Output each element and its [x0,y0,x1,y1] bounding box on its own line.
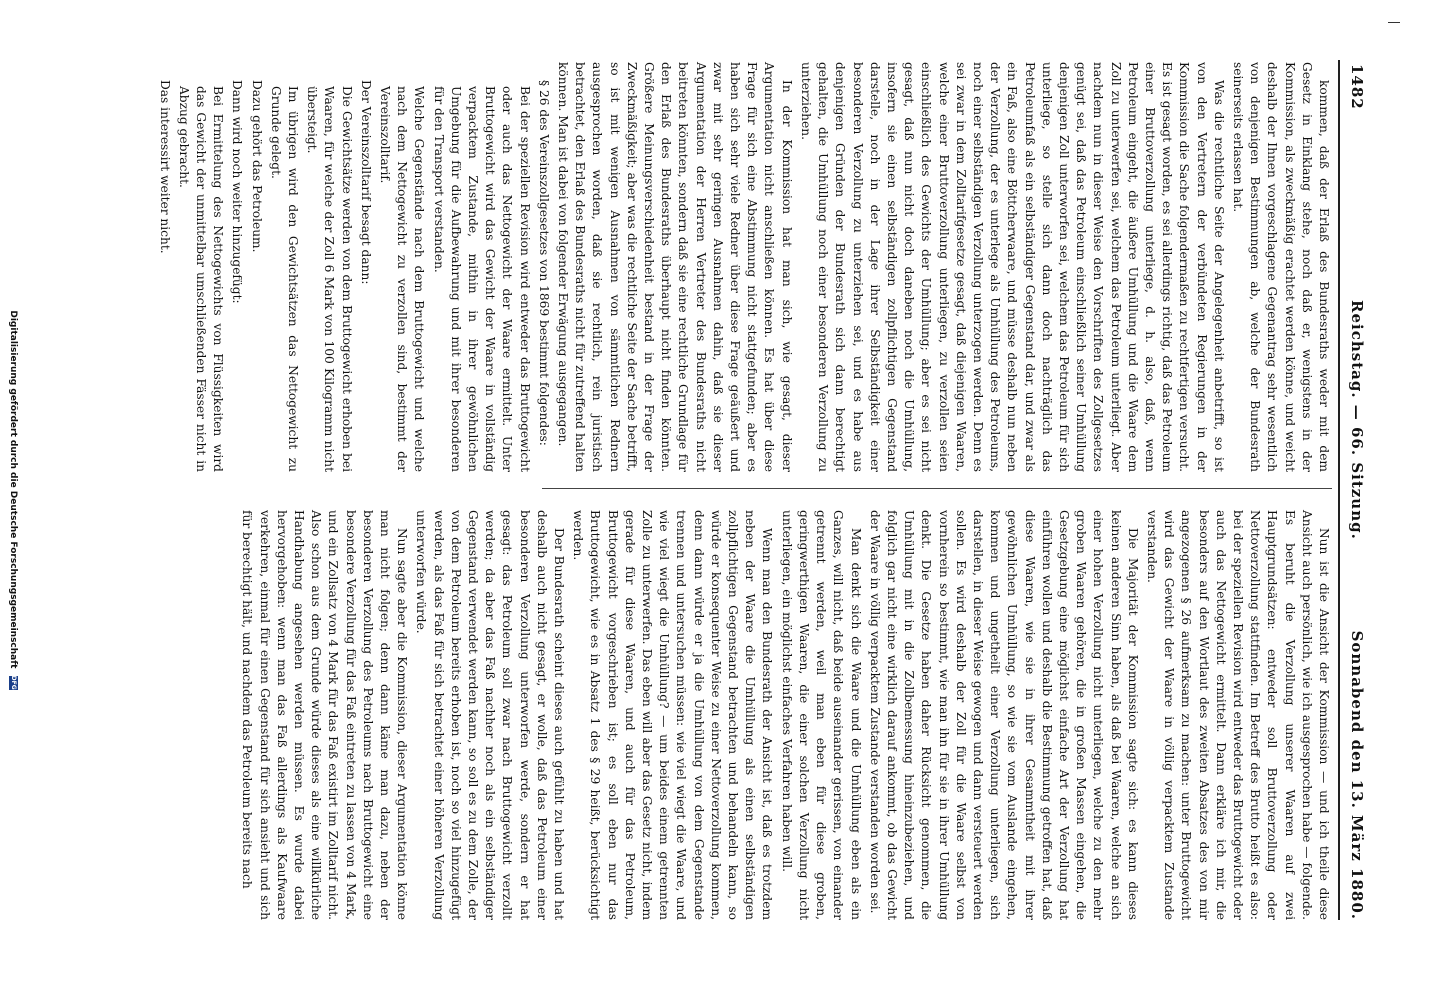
quoted-paragraph: Die Gewichtsätze werden von dem Bruttogewicht erhoben bei Waaren, für welche der Zoll 6 Mark von 100 Kilogramm nicht übersteigt. [305,86,354,472]
page-title: Reichstag. — 66. Sitzung. [1348,300,1366,540]
dfg-logo: DFG [10,675,17,690]
paragraph: Dazu gehört das Petroleum. [249,80,264,253]
quoted-paragraph: Welche Gegenstände nach dem Bruttogewicht und welche nach dem Nettogewicht zu verzollen sind, bestimmt der Vereinszolltarif. [378,86,427,472]
digitization-credit [0,0,18,1000]
paragraph: Man denkt sich die Waare und die Umhüllung eben als ein Ganzes, will nicht, daß beide auseinander gerissen, von einander getrennt werden, weil man eben für diese groben, geringwerthigen Waaren, die einer solchen Verzollung nicht unterliegen, ein möglichst einfaches Verfahren haben will. [779,510,863,920]
right-column [240,510,1332,920]
paragraph: Der Bundesrath scheint dieses auch gefühlt zu haben und hat deshalb auch nicht gesagt, er wolle, daß das Petroleum einer besonderen Verzollung unterworfen werde, sondern er hat gesagt: das Petroleum soll zwar nach Bruttogewicht verzollt werden; da aber das Faß nachher noch als ein selbständiger Gegenstand verwendet werden kann, so soll es zu dem Zolle, der von dem Petroleum bereits erhoben ist, noch so viel hinzugefügt werden, als das Faß für sich betrachtet einer höheren Verzollung unterworfen würde. [414,510,567,920]
page-header [1342,60,1366,920]
page-date: Sonnabend den 13. März 1880. [1348,630,1366,920]
paragraph: Was die rechtliche Seite der Angelegenheit anbetrifft, so ist von den Vertretern der verbündeten Regierungen in der Kommission die Sache folgendermaßen zu rechtfertigen versucht. Es ist gesagt worden, es sei allerdings richtig, daß das Petroleum einer Bruttoverzollung unterliege, d. h. also, daß, wenn Petroleum eingeht, die äußere Umhüllung und die Waare dem Zoll zu unterwerfen sei, welchem das Petroleum unterliegt. Aber nachdem nun in dieser Weise den Vorschriften des Zollgesetzes genügt sei, daß das Petroleum einschließlich seiner Umhüllung denjenigen Zoll unterworfen sei, welchem das Petroleum für sich unterliege, so stelle sich dann doch nachträglich das Petroleumfaß als ein selbständiger Gegenstand dar, und zwar als ein Faß, also eine Böttcherwaare, und müsse deshalb nun neben der Verzollung, der es unterlege als Umhüllung des Petroleums, noch einer selbständigen Verzollung unterzogen werden. Denn es sei zwar in dem Zolltarifgesetze gesagt, daß diejenigen Waaren, welche einer Bruttoverzollung unterliegen, zu verzollen seien einschließlich des Gewichts der Umhüllung; aber es sei nicht gesagt, daß nun nicht doch daneben noch die Umhüllung, insofern sie einen selbständigen zollpflichtigen Gegenstand darstelle, noch in der Lage ihrer Selbständigkeit einer besonderen Verzollung zu unterziehen sei, und es habe aus denjenigen Gründen der Bundesrath sich dann berechtigt gehalten, die Umhüllung noch einer besonderen Verzollung zu unterziehen. [798,62,1226,472]
paragraph: Nun sagte aber die Kommission, dieser Argumentation könne man nicht folgen; denn dann käme man dazu, neben der besonderen Verzollung des Petroleums nach Bruttogewicht eine besondere Verzollung für das Faß eintreten zu lassen von 4 Mark, und ein Zollsatz von 4 Mark für das Faß existirt im Zolltarif nicht. Also schon aus dem Grunde würde dieses als eine willkürliche Handhabung angesehen werden müssen. Es wurde dabei hervorgehoben: wenn man das Faß allerdings als Kaufwaare verkehren, einmal für einen Gegenstand für sich ansieht und sich für berechtigt hält, und nachdem das Petroleum bereits nach [240,510,410,920]
page-number: 1482 [1348,64,1366,110]
paragraph: Dann wird noch weiter hinzugefügt: [230,80,245,304]
quoted-paragraph: Im übrigen wird den Gewichtsätzen das Nettogewicht zu Grunde gelegt. [268,86,301,472]
paragraph: Nun ist die Ansicht der Kommission — und ich theile diese Ansicht auch persönlich, wie ich ausgesprochen habe — folgende. Es beruht die Verzollung unserer Waaren auf zwei Hauptgrundsätzen: entweder soll Bruttoverzollung oder Nettoverzollung stattfinden. Im Betreff des Brutto heißt es also: bei der speziellen Revision wird entweder das Bruttogewicht oder auch das Nettogewicht ermittelt. Dann erkläre ich mir, die besonders auf den Wortlaut des zweiten Absatzes des von mir angezogenen § 26 aufmerksam zu machen: unter Bruttogewicht wird das Gewicht der Waare in völlig verpacktem Zustande verstanden. [1144,510,1331,920]
paragraph: kommen, daß der Erlaß des Bundesraths weder mit dem Gesetz in Einklang stehe, noch daß er, wenigstens in der Kommission, als zweckmäßig erachtet werden könne, und weicht deshalb der Ihnen vorgeschlagene Gegenantrag sehr wesentlich von denjenigen Bestimmungen ab, welche der Bundesrath seinerseits erlassen hat. [1230,62,1331,472]
paragraph: Der Vereinszolltarif besagt dann: [358,80,373,285]
quoted-paragraph: Bei Ermittelung des Nettogewichts von Flüssigkeiten wird das Gewicht der unmittelbar umschließenden Fässer nicht in Abzug gebracht. [176,86,226,472]
paragraph: Die Majorität der Kommission sagte sich: es kann dieses keinen anderen Sinn haben, als daß bei Waaren, welche an sich einer hohen Verzollung nicht unterliegen, welche zu den mehr groben Waaren gehören, die in großen Massen eingehen, die Gesetzgebung eine möglichst einfache Art der Verzollung hat einführen wollen und deshalb die Bestimmung getroffen hat, daß diese Waaren, wie sie in ihrer Gesammtheit mit ihrer gewöhnlichen Umhüllung, so wie sie vom Auslande eingehen, kommen und ungetheilt einer Verzollung unterliegen, sich darstellen, in dieser Weise gewogen und dann versteuert werden sollen. Es wird deshalb der Zoll für die Waare selbst von vornherein so bestimmt, wie man ihn für sie in ihrer Umhüllung denkt. Die Gesetze haben daher Rücksicht genommen, die Umhüllung mit in die Zollbemessung hineinzubeziehen, und folglich gar nicht eine wirklich darauf ankommt, ob das Gewicht der Waare in völlig verpacktem Zustande verstanden worden sei. [867,510,1140,920]
left-column [157,62,1332,472]
paragraph: Wenn man den Bundesrath der Ansicht ist, daß es trotzdem neben der Waare die Umhüllung als einen selbständigen zollpflichtigen Gegenstand betrachten und behandeln kann, so würde er konsequenter Weise zu einer Nettoverzollung kommen, denn dann würde er ja die Umhüllung von dem Gegenstande trennen und untersuchen müssen: wie viel wiegt die Waare, und wie viel wiegt die Umhüllung? — um beides einem getrennten Zolle zu unterwerfen. Das eben will aber das Gesetz nicht, indem gerade für diese Waaren, und auch für das Petroleum, Bruttogewicht vorgeschrieben ist; es soll eben nur das Bruttogewicht, wie es in Absatz 1 des § 29 heißt, berücksichtigt werden. [571,510,775,920]
margin-mark [1388,22,1400,23]
credit-text: Digitalisierung gefördert durch die Deutsche Forschungsgemeinschaft [8,310,18,669]
column-divider [542,488,1332,489]
paragraph: § 26 des Vereinszollgesetzes von 1869 bestimmt folgendes: [536,80,551,446]
quoted-paragraph: Bei der speziellen Revision wird entweder das Bruttogewicht oder auch das Nettogewicht der Waare ermittelt. Unter Bruttogewicht wird das Gewicht der Waare in vollständig verpacktem Zustande, mithin in ihrer gewöhnlichen Umgebung für die Aufbewahrung und mit ihrer besonderen für den Transport verstanden. [431,86,532,472]
header-rule [1338,60,1340,920]
paragraph: Das interessirt weiter nicht. [157,80,172,254]
paragraph: In der Kommission hat man sich, wie gesagt, dieser Argumentation nicht anschließen können. Es hat über diese Frage für sich eine Abstimmung nicht stattgefunden; aber es haben sich sehr viele Redner über diese Frage geäußert und zwar mit sehr geringen Ausnahmen dahin, daß sie dieser Argumentation der Herren Vertreter des Bundesraths nicht beitreten könnten, sondern daß sie eine rechtliche Grundlage für den Erlaß des Bundesraths überhaupt nicht finden könnten. Größere Meinungsverschiedenheit bestand in der Frage der Zweckmäßigkeit; aber was die rechtliche Seite der Sache betrifft, so ist mit wenigen Ausnahmen von sämmtlichen Rednern ausgesprochen worden, daß sie rechtlich, rein juristisch betrachtet, den Erlaß des Bundesraths nicht für zutreffend halten können. Man ist dabei von folgender Erwägung ausgegangen. [556,62,794,472]
